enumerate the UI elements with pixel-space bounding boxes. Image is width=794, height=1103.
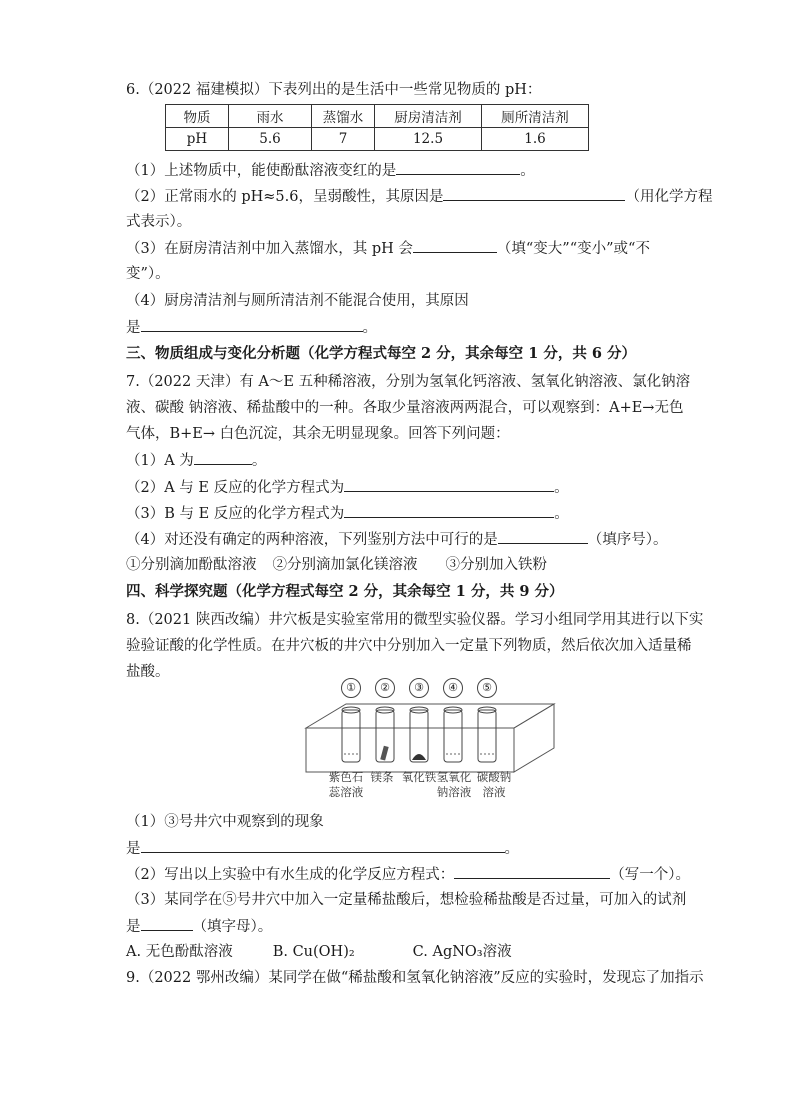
q8-stem-3: 盐酸。: [126, 664, 170, 680]
answer-blank[interactable]: [141, 916, 193, 931]
table-row: [166, 105, 589, 128]
well-label: 碳酸钠 溶液: [476, 770, 512, 799]
q8-part2: [126, 864, 690, 885]
q7-stem-3: 气体，B+E→ 白色沉淀，其余无明显现象。回答下列问题：: [126, 426, 510, 442]
q7-part2: [126, 477, 569, 498]
q6-part3: [126, 238, 650, 259]
table-cell: 厨房清洁剂: [375, 105, 482, 128]
q6-part4: （4）厨房清洁剂与厕所清洁剂不能混合使用，其原因: [126, 293, 469, 309]
q7-part4-text: （4）对还没有确定的两种溶液，下列鉴别方法中可行的是: [126, 532, 498, 548]
q8-part2-text: （2）写出以上实验中有水生成的化学反应方程式：: [126, 867, 455, 883]
q7-part3-end: 。: [554, 506, 569, 522]
table-cell: 7: [312, 128, 375, 151]
table-cell: 雨水: [229, 105, 312, 128]
well-label: 氧化铁: [401, 770, 437, 784]
q7-part3-text: （3）B 与 E 反应的化学方程式为: [126, 506, 345, 522]
answer-blank[interactable]: [194, 450, 252, 465]
option-1: ①分别滴加酚酞溶液: [126, 557, 257, 573]
well-label: 镁条: [370, 770, 394, 784]
q7-part1-text: （1）A 为: [126, 453, 194, 469]
q6-part3-cont: 变”）。: [126, 266, 170, 282]
table-cell: pH: [166, 128, 229, 151]
q8-part3-text-b: （填字母）。: [192, 919, 273, 935]
well-label: 氢氧化 钠溶液: [436, 770, 472, 799]
section-4-heading: 四、科学探究题（化学方程式每空 2 分，其余每空 1 分，共 9 分）: [126, 583, 564, 600]
q6-part4-end: 。: [362, 320, 377, 336]
q7-part4: [126, 529, 667, 550]
q7-stem-2: 液、碳酸 钠溶液、稀盐酸中的一种。各取少量溶液两两混合，可以观察到：A+E→无色: [126, 400, 684, 416]
well-number: ③: [409, 678, 429, 698]
table-cell: 12.5: [375, 128, 482, 151]
answer-blank[interactable]: [454, 864, 610, 879]
q6-part2-text-b: （用化学方程: [625, 189, 713, 205]
q6-part3-text-b: （填“变大”“变小”或“不: [496, 241, 650, 257]
q8-stem-2: 验验证酸的化学性质。在井穴板的井穴中分别加入一定量下列物质，然后依次加入适量稀: [126, 638, 692, 654]
q8-part3: （3）某同学在⑤号井穴中加入一定量稀盐酸后，想检验稀盐酸是否过量，可加入的试剂: [126, 892, 687, 908]
q6-part1-text: （1）上述物质中，能使酚酞溶液变红的是: [126, 163, 397, 179]
q7-stem-1: 7.（2022 天津）有 A～E 五种稀溶液，分别为氢氧化钙溶液、氢氧化钠溶液、氯化钠溶: [126, 374, 691, 390]
table-row: [166, 128, 589, 151]
q9-stem-1: 9.（2022 鄂州改编）某同学在做“稀盐酸和氢氧化钠溶液”反应的实验时，发现忘了加指示: [126, 970, 704, 986]
q8-part3-cont: [126, 916, 272, 937]
q6-part2-text: （2）正常雨水的 pH≈5.6，呈弱酸性，其原因是: [126, 189, 444, 205]
well-number: ⑤: [477, 678, 497, 698]
well-plate-drawing: [298, 678, 558, 778]
q6-part4-text: 是: [126, 320, 141, 336]
q6-part1: [126, 160, 535, 181]
option-3: ③分别加入铁粉: [445, 557, 547, 573]
q7-part3: [126, 503, 569, 524]
q8-options: [126, 942, 512, 962]
well-number: ①: [341, 678, 361, 698]
q6-stem: 6.（2022 福建模拟）下表列出的是生活中一些常见物质的 pH：: [126, 82, 542, 98]
ph-table: [165, 104, 589, 151]
answer-blank[interactable]: [498, 529, 588, 544]
answer-blank[interactable]: [396, 160, 520, 175]
table-cell: 物质: [166, 105, 229, 128]
answer-blank[interactable]: [443, 186, 625, 201]
q8-part1-text: 是: [126, 841, 141, 857]
q7-part4-text-b: （填序号）。: [587, 532, 668, 548]
q7-part1: [126, 450, 266, 471]
q8-stem-1: 8.（2021 陕西改编）井穴板是实验室常用的微型实验仪器。学习小组同学用其进行以下实: [126, 612, 704, 628]
section-3-heading: 三、物质组成与变化分析题（化学方程式每空 2 分，其余每空 1 分，共 6 分）: [126, 345, 637, 362]
q8-part1-end: 。: [504, 841, 519, 857]
q7-part1-end: 。: [251, 453, 267, 469]
answer-blank[interactable]: [344, 477, 554, 492]
answer-blank[interactable]: [141, 317, 363, 332]
q8-part1-cont: [126, 838, 519, 859]
table-cell: 1.6: [482, 128, 589, 151]
well-number: ②: [375, 678, 395, 698]
q8-part2-text-b: （写一个）。: [610, 867, 690, 883]
q7-part2-end: 。: [554, 480, 569, 496]
q8-part1: （1）③号井穴中观察到的现象: [126, 814, 324, 830]
table-cell: 蒸馏水: [312, 105, 375, 128]
well-label: 紫色石 蕊溶液: [328, 770, 364, 799]
q6-part1-end: 。: [520, 163, 535, 179]
answer-blank[interactable]: [141, 838, 505, 853]
answer-blank[interactable]: [413, 238, 497, 253]
answer-blank[interactable]: [344, 503, 554, 518]
table-cell: 厕所清洁剂: [482, 105, 589, 128]
q8-part3-text: 是: [126, 919, 141, 935]
q6-part2: [126, 186, 712, 207]
option-b: B. Cu(OH)₂: [272, 944, 355, 960]
option-c: C. AgNO₃溶液: [412, 944, 512, 960]
q7-part2-text: （2）A 与 E 反应的化学方程式为: [126, 480, 345, 496]
q7-options: [126, 555, 547, 575]
well-number: ④: [443, 678, 463, 698]
option-2: ②分别滴加氯化镁溶液: [272, 557, 418, 573]
q6-part4-cont: [126, 317, 377, 338]
q6-part2-cont: 式表示）。: [126, 214, 192, 230]
option-a: A. 无色酚酞溶液: [126, 944, 233, 960]
q6-part3-text: （3）在厨房清洁剂中加入蒸馏水，其 pH 会: [126, 241, 413, 257]
table-cell: 5.6: [229, 128, 312, 151]
